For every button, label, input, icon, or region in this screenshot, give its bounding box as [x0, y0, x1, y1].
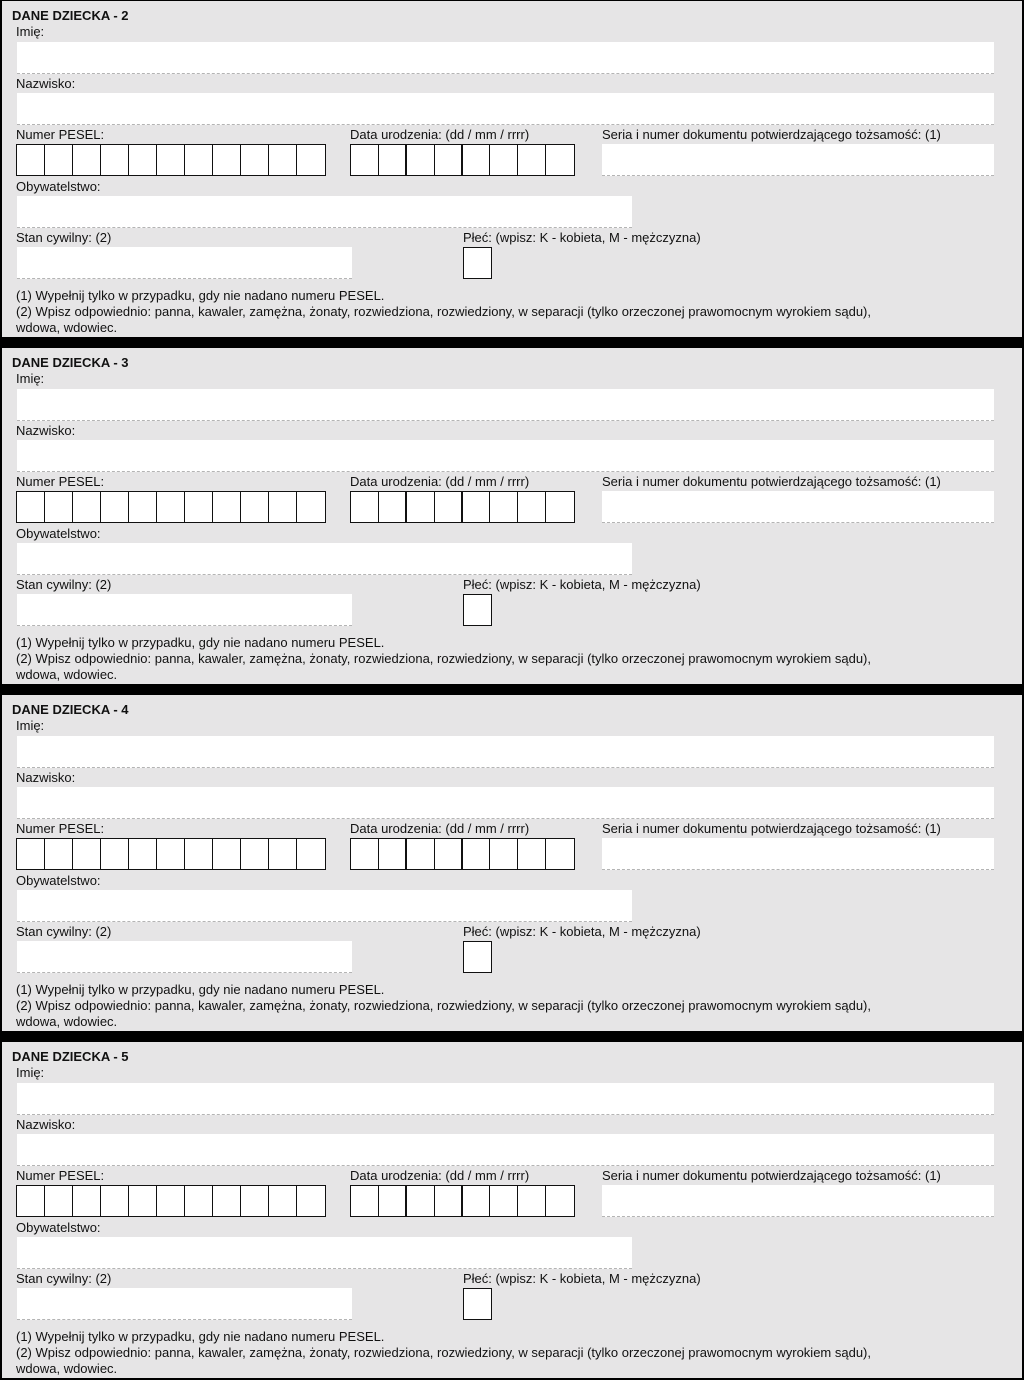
first-name-field[interactable] — [17, 1083, 994, 1115]
pesel-digit-cell[interactable] — [129, 145, 157, 175]
date-digit-cell[interactable] — [546, 492, 574, 522]
date-digit-cell[interactable] — [490, 839, 518, 869]
child-section-4 — [2, 695, 1022, 1031]
last-name-label: Nazwisko: — [16, 423, 76, 438]
pesel-boxes[interactable] — [16, 144, 326, 176]
note-2: (2) Wpisz odpowiednio: panna, kawaler, zamężna, żonaty, rozwiedziona, rozwiedziony, w separacji (tylko orzeczonej prawomocnym wyrokiem sądu), — [16, 651, 871, 666]
note-2-continued: wdowa, wdowiec. — [16, 667, 118, 682]
pesel-digit-cell[interactable] — [73, 492, 101, 522]
pesel-digit-cell[interactable] — [185, 145, 213, 175]
pesel-digit-cell[interactable] — [101, 1186, 129, 1216]
date-digit-cell[interactable] — [379, 1186, 407, 1216]
pesel-digit-cell[interactable] — [241, 1186, 269, 1216]
section-title: DANE DZIECKA - 2 — [12, 8, 129, 23]
pesel-digit-cell[interactable] — [45, 1186, 73, 1216]
pesel-digit-cell[interactable] — [101, 839, 129, 869]
sex-label: Płeć: (wpisz: K - kobieta, M - mężczyzna) — [463, 577, 701, 592]
citizenship-label: Obywatelstwo: — [16, 1220, 101, 1235]
first-name-field[interactable] — [17, 42, 994, 74]
date-digit-cell[interactable] — [351, 1186, 379, 1216]
child-section-2 — [2, 1, 1022, 337]
pesel-boxes[interactable] — [16, 491, 326, 523]
marital-status-field[interactable] — [17, 941, 352, 973]
citizenship-field[interactable] — [17, 890, 632, 922]
date-digit-cell[interactable] — [407, 492, 435, 522]
date-digit-cell[interactable] — [463, 1186, 491, 1216]
pesel-digit-cell[interactable] — [213, 839, 241, 869]
child-section-3 — [2, 348, 1022, 684]
date-digit-cell[interactable] — [463, 145, 491, 175]
pesel-digit-cell[interactable] — [297, 145, 325, 175]
birth-date-boxes[interactable] — [350, 491, 575, 523]
birth-date-label: Data urodzenia: (dd / mm / rrrr) — [350, 474, 530, 489]
id-document-field[interactable] — [602, 838, 994, 870]
pesel-digit-cell[interactable] — [241, 492, 269, 522]
id-document-label: Seria i numer dokumentu potwierdzającego tożsamość: (1) — [602, 821, 941, 836]
date-digit-cell[interactable] — [407, 145, 435, 175]
pesel-digit-cell[interactable] — [157, 1186, 185, 1216]
pesel-digit-cell[interactable] — [129, 492, 157, 522]
pesel-digit-cell[interactable] — [101, 145, 129, 175]
last-name-label: Nazwisko: — [16, 76, 76, 91]
pesel-digit-cell[interactable] — [73, 839, 101, 869]
first-name-label: Imię: — [16, 371, 45, 386]
date-digit-cell[interactable] — [518, 492, 546, 522]
first-name-label: Imię: — [16, 24, 45, 39]
last-name-field[interactable] — [17, 1134, 994, 1166]
date-digit-cell[interactable] — [518, 145, 546, 175]
pesel-digit-cell[interactable] — [129, 1186, 157, 1216]
pesel-boxes[interactable] — [16, 1185, 326, 1217]
date-digit-cell[interactable] — [407, 839, 435, 869]
date-digit-cell[interactable] — [518, 1186, 546, 1216]
pesel-label: Numer PESEL: — [16, 1168, 105, 1183]
date-digit-cell[interactable] — [546, 839, 574, 869]
pesel-digit-cell[interactable] — [213, 1186, 241, 1216]
pesel-digit-cell[interactable] — [17, 1186, 45, 1216]
pesel-digit-cell[interactable] — [17, 492, 45, 522]
date-digit-cell[interactable] — [435, 839, 463, 869]
date-digit-cell[interactable] — [435, 1186, 463, 1216]
citizenship-field[interactable] — [17, 543, 632, 575]
note-1: (1) Wypełnij tylko w przypadku, gdy nie nadano numeru PESEL. — [16, 1329, 385, 1344]
marital-status-field[interactable] — [17, 247, 352, 279]
section-title: DANE DZIECKA - 5 — [12, 1049, 129, 1064]
pesel-digit-cell[interactable] — [45, 492, 73, 522]
date-digit-cell[interactable] — [490, 492, 518, 522]
pesel-digit-cell[interactable] — [17, 145, 45, 175]
sex-box[interactable] — [463, 594, 492, 626]
pesel-digit-cell[interactable] — [101, 492, 129, 522]
note-2: (2) Wpisz odpowiednio: panna, kawaler, zamężna, żonaty, rozwiedziona, rozwiedziony, w separacji (tylko orzeczonej prawomocnym wyrokiem sądu), — [16, 1345, 871, 1360]
last-name-field[interactable] — [17, 787, 994, 819]
pesel-digit-cell[interactable] — [73, 1186, 101, 1216]
pesel-label: Numer PESEL: — [16, 821, 105, 836]
pesel-digit-cell[interactable] — [185, 839, 213, 869]
birth-date-label: Data urodzenia: (dd / mm / rrrr) — [350, 821, 530, 836]
pesel-digit-cell[interactable] — [213, 145, 241, 175]
section-title: DANE DZIECKA - 3 — [12, 355, 129, 370]
citizenship-label: Obywatelstwo: — [16, 873, 101, 888]
pesel-digit-cell[interactable] — [297, 839, 325, 869]
marital-status-field[interactable] — [17, 1288, 352, 1320]
date-digit-cell[interactable] — [546, 145, 574, 175]
section-title: DANE DZIECKA - 4 — [12, 702, 129, 717]
date-digit-cell[interactable] — [351, 839, 379, 869]
date-digit-cell[interactable] — [435, 145, 463, 175]
child-section-5 — [2, 1042, 1022, 1378]
sex-box[interactable] — [463, 1288, 492, 1320]
note-2: (2) Wpisz odpowiednio: panna, kawaler, zamężna, żonaty, rozwiedziona, rozwiedziony, w separacji (tylko orzeczonej prawomocnym wyrokiem sądu), — [16, 998, 871, 1013]
first-name-field[interactable] — [17, 736, 994, 768]
id-document-label: Seria i numer dokumentu potwierdzającego tożsamość: (1) — [602, 474, 941, 489]
date-digit-cell[interactable] — [490, 1186, 518, 1216]
date-digit-cell[interactable] — [546, 1186, 574, 1216]
pesel-digit-cell[interactable] — [269, 1186, 297, 1216]
pesel-digit-cell[interactable] — [157, 492, 185, 522]
sex-label: Płeć: (wpisz: K - kobieta, M - mężczyzna) — [463, 1271, 701, 1286]
pesel-digit-cell[interactable] — [297, 1186, 325, 1216]
marital-status-label: Stan cywilny: (2) — [16, 577, 112, 592]
first-name-field[interactable] — [17, 389, 994, 421]
citizenship-label: Obywatelstwo: — [16, 179, 101, 194]
birth-date-label: Data urodzenia: (dd / mm / rrrr) — [350, 1168, 530, 1183]
last-name-label: Nazwisko: — [16, 1117, 76, 1132]
date-digit-cell[interactable] — [463, 839, 491, 869]
pesel-digit-cell[interactable] — [73, 145, 101, 175]
pesel-digit-cell[interactable] — [269, 145, 297, 175]
pesel-digit-cell[interactable] — [157, 839, 185, 869]
marital-status-field[interactable] — [17, 594, 352, 626]
pesel-boxes[interactable] — [16, 838, 326, 870]
id-document-field[interactable] — [602, 144, 994, 176]
last-name-field[interactable] — [17, 93, 994, 125]
pesel-label: Numer PESEL: — [16, 127, 105, 142]
birth-date-boxes[interactable] — [350, 1185, 575, 1217]
birth-date-boxes[interactable] — [350, 838, 575, 870]
date-digit-cell[interactable] — [351, 492, 379, 522]
birth-date-boxes[interactable] — [350, 144, 575, 176]
date-digit-cell[interactable] — [379, 839, 407, 869]
id-document-label: Seria i numer dokumentu potwierdzającego tożsamość: (1) — [602, 1168, 941, 1183]
first-name-label: Imię: — [16, 1065, 45, 1080]
citizenship-field[interactable] — [17, 1237, 632, 1269]
citizenship-field[interactable] — [17, 196, 632, 228]
date-digit-cell[interactable] — [351, 145, 379, 175]
date-digit-cell[interactable] — [407, 1186, 435, 1216]
last-name-label: Nazwisko: — [16, 770, 76, 785]
pesel-digit-cell[interactable] — [297, 492, 325, 522]
pesel-label: Numer PESEL: — [16, 474, 105, 489]
pesel-digit-cell[interactable] — [17, 839, 45, 869]
sex-box[interactable] — [463, 247, 492, 279]
sex-box[interactable] — [463, 941, 492, 973]
date-digit-cell[interactable] — [379, 492, 407, 522]
pesel-digit-cell[interactable] — [157, 145, 185, 175]
sex-label: Płeć: (wpisz: K - kobieta, M - mężczyzna) — [463, 230, 701, 245]
note-1: (1) Wypełnij tylko w przypadku, gdy nie nadano numeru PESEL. — [16, 982, 385, 997]
note-2: (2) Wpisz odpowiednio: panna, kawaler, zamężna, żonaty, rozwiedziona, rozwiedziony, w separacji (tylko orzeczonej prawomocnym wyrokiem sądu), — [16, 304, 871, 319]
date-digit-cell[interactable] — [463, 492, 491, 522]
last-name-field[interactable] — [17, 440, 994, 472]
pesel-digit-cell[interactable] — [45, 145, 73, 175]
pesel-digit-cell[interactable] — [213, 492, 241, 522]
pesel-digit-cell[interactable] — [241, 145, 269, 175]
marital-status-label: Stan cywilny: (2) — [16, 1271, 112, 1286]
pesel-digit-cell[interactable] — [185, 1186, 213, 1216]
pesel-digit-cell[interactable] — [269, 492, 297, 522]
pesel-digit-cell[interactable] — [269, 839, 297, 869]
date-digit-cell[interactable] — [435, 492, 463, 522]
id-document-field[interactable] — [602, 1185, 994, 1217]
sex-label: Płeć: (wpisz: K - kobieta, M - mężczyzna) — [463, 924, 701, 939]
first-name-label: Imię: — [16, 718, 45, 733]
id-document-field[interactable] — [602, 491, 994, 523]
note-1: (1) Wypełnij tylko w przypadku, gdy nie nadano numeru PESEL. — [16, 288, 385, 303]
pesel-digit-cell[interactable] — [129, 839, 157, 869]
note-2-continued: wdowa, wdowiec. — [16, 1361, 118, 1376]
note-2-continued: wdowa, wdowiec. — [16, 320, 118, 335]
date-digit-cell[interactable] — [518, 839, 546, 869]
note-1: (1) Wypełnij tylko w przypadku, gdy nie nadano numeru PESEL. — [16, 635, 385, 650]
date-digit-cell[interactable] — [379, 145, 407, 175]
pesel-digit-cell[interactable] — [241, 839, 269, 869]
pesel-digit-cell[interactable] — [45, 839, 73, 869]
birth-date-label: Data urodzenia: (dd / mm / rrrr) — [350, 127, 530, 142]
marital-status-label: Stan cywilny: (2) — [16, 230, 112, 245]
date-digit-cell[interactable] — [490, 145, 518, 175]
id-document-label: Seria i numer dokumentu potwierdzającego tożsamość: (1) — [602, 127, 941, 142]
marital-status-label: Stan cywilny: (2) — [16, 924, 112, 939]
note-2-continued: wdowa, wdowiec. — [16, 1014, 118, 1029]
citizenship-label: Obywatelstwo: — [16, 526, 101, 541]
pesel-digit-cell[interactable] — [185, 492, 213, 522]
